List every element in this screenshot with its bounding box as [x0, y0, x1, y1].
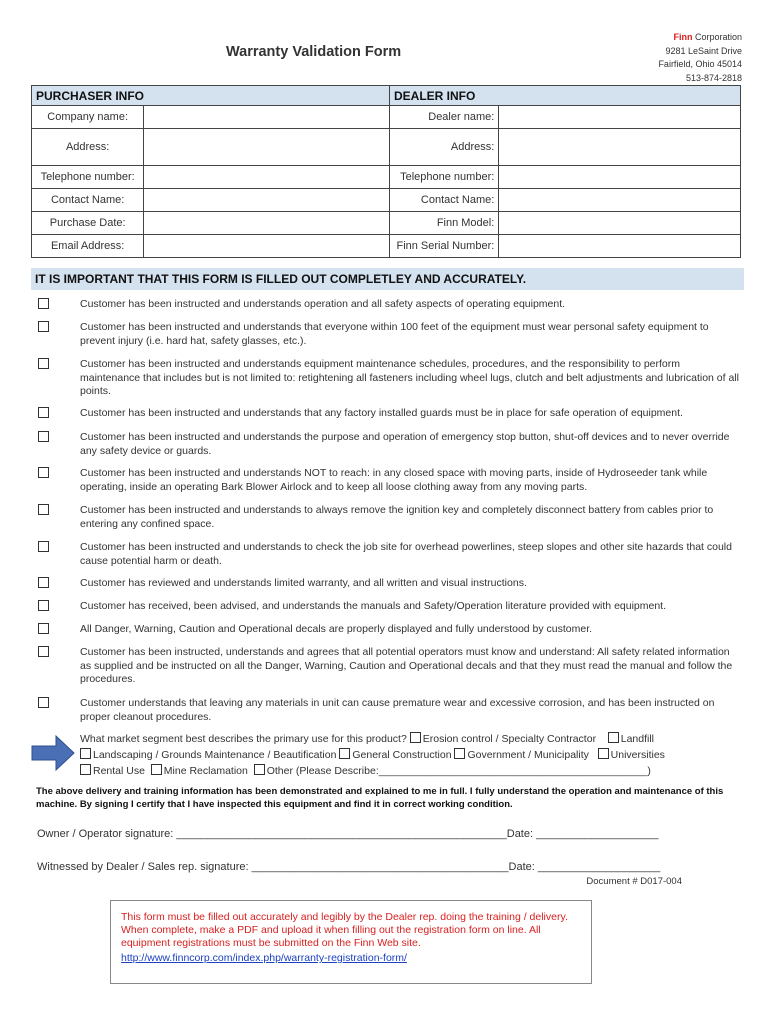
purchaser-contact-label: Contact Name: — [32, 189, 144, 212]
segment-line-2 — [80, 748, 665, 763]
dealer-contact-field[interactable] — [499, 189, 741, 212]
checkbox[interactable] — [38, 623, 49, 634]
checklist-text: Customer has been instructed, understands and agrees that all potential operators must know and understand: All safety related information as supplied and be instructed on all the Danger, Warning, Caution and Operational decals and that they must read the manual and follow the procedures. — [80, 646, 733, 685]
dealer-telephone-field[interactable] — [499, 166, 741, 189]
document-number: Document # D017-004 — [586, 876, 682, 887]
segment-option: Erosion control / Specialty Contractor — [422, 733, 597, 745]
segment-option: General Construction — [352, 749, 452, 761]
checkbox[interactable] — [38, 298, 49, 309]
checkbox[interactable] — [38, 467, 49, 478]
company-address-block — [658, 31, 742, 85]
checkbox[interactable] — [38, 600, 49, 611]
company-phone: 513-874-2818 — [685, 72, 742, 83]
purchaser-address-field[interactable] — [144, 129, 390, 166]
checklist-text: Customer has been instructed and understands NOT to reach: in any closed space with moving parts, inside of Hydroseeder tank while operating, inside an operating Bark Blower Airlock and to keep all loose clothing away from any moving parts. — [80, 467, 708, 493]
dealer-address-field[interactable] — [499, 129, 741, 166]
purchaser-contact-field[interactable] — [144, 189, 390, 212]
segment-option: Landfill — [620, 733, 655, 745]
dealer-name-field[interactable] — [499, 106, 741, 129]
checkbox[interactable] — [598, 748, 609, 759]
info-table — [31, 85, 741, 258]
checkbox[interactable] — [151, 764, 162, 775]
checklist-text: Customer has been instructed and understands to always remove the ignition key and completely disconnect battery from cables prior to entering any confined space. — [80, 504, 714, 530]
purchase-date-field[interactable] — [144, 212, 390, 235]
checkbox[interactable] — [38, 577, 49, 588]
checkbox[interactable] — [38, 504, 49, 515]
checklist-text: Customer has been instructed and understands equipment maintenance schedules, procedures, and the responsibility to perform maintenance that includes but is not limited to: retightening all fasteners including wheel lugs, clutch and belt adjustments and lubrication of all points. — [80, 358, 739, 397]
checkbox[interactable] — [38, 431, 49, 442]
notice-box — [110, 900, 592, 984]
checkbox[interactable] — [38, 407, 49, 418]
checkbox[interactable] — [608, 732, 619, 743]
other-describe-line[interactable]: ______________________________________________) — [378, 765, 651, 777]
checklist-text: Customer has been instructed and understands that any factory installed guards must be in place for safe operation of equipment. — [80, 407, 683, 419]
checkbox[interactable] — [339, 748, 350, 759]
finn-model-field[interactable] — [499, 212, 741, 235]
checklist-text: Customer has been instructed and understands to check the job site for overhead powerlines, steep slopes and other site hazards that could cause potential harm or death. — [80, 541, 732, 567]
company-name-suffix: Corporation — [694, 32, 742, 42]
dealer-name-label: Dealer name: — [390, 106, 499, 129]
segment-line-1 — [80, 732, 654, 747]
segment-option: Government / Municipality — [467, 749, 589, 761]
checkbox[interactable] — [254, 764, 265, 775]
segment-option: Mine Reclamation — [163, 765, 248, 777]
company-name-label: Company name: — [32, 106, 144, 129]
arrow-right-icon — [30, 734, 76, 772]
company-city: Fairfield, Ohio 45014 — [658, 59, 742, 69]
segment-option: Rental Use — [93, 765, 145, 777]
checkbox[interactable] — [38, 321, 49, 332]
checkbox[interactable] — [410, 732, 421, 743]
checklist-text: Customer has been instructed and understands the purpose and operation of emergency stop button, shut-off devices and to never override any safety device or guards. — [80, 431, 730, 457]
segment-option: Other (Please Describe: — [266, 765, 379, 777]
dealer-contact-label: Contact Name: — [390, 189, 499, 212]
segment-question: What market segment best describes the primary use for this product? — [80, 733, 407, 745]
form-title: Warranty Validation Form — [226, 44, 402, 60]
serial-number-label: Finn Serial Number: — [390, 235, 499, 258]
important-banner: IT IS IMPORTANT THAT THIS FORM IS FILLED OUT COMPLETLEY AND ACCURATELY. — [31, 268, 744, 290]
purchaser-header: PURCHASER INFO — [32, 86, 390, 106]
dealer-telephone-label: Telephone number: — [390, 166, 499, 189]
checklist-text: Customer understands that leaving any materials in unit can cause premature wear and excessive corrosion, and has been instructed on proper cleanout procedures. — [80, 697, 715, 723]
checkbox[interactable] — [38, 646, 49, 657]
segment-line-3 — [80, 764, 651, 779]
registration-link[interactable]: http://www.finncorp.com/index.php/warranty-registration-form/ — [121, 952, 407, 964]
company-name-field[interactable] — [144, 106, 390, 129]
checkbox[interactable] — [80, 764, 91, 775]
serial-number-field[interactable] — [499, 235, 741, 258]
checkbox[interactable] — [454, 748, 465, 759]
finn-model-label: Finn Model: — [390, 212, 499, 235]
company-street: 9281 LeSaint Drive — [665, 45, 742, 56]
company-brand: Finn — [673, 32, 693, 42]
purchaser-telephone-label: Telephone number: — [32, 166, 144, 189]
dealer-header: DEALER INFO — [390, 86, 741, 106]
segment-option: Universities — [610, 749, 665, 761]
checklist-text: Customer has reviewed and understands limited warranty, and all written and visual instructions. — [80, 577, 527, 589]
email-field[interactable] — [144, 235, 390, 258]
purchaser-address-label: Address: — [32, 129, 144, 166]
witness-signature-line[interactable]: Witnessed by Dealer / Sales rep. signature: __________________________________________Date: ____________________ — [37, 861, 661, 873]
purchase-date-label: Purchase Date: — [32, 212, 144, 235]
certification-statement: The above delivery and training information has been demonstrated and explained to me in full. I fully understand the operation and maintenance of this machine. By signing I certify that I have inspected this equipment and find it in correct working condition. — [36, 786, 724, 810]
dealer-address-label: Address: — [390, 129, 499, 166]
checklist-text: Customer has received, been advised, and understands the manuals and Safety/Operation literature provided with equipment. — [80, 600, 667, 612]
notice-text: This form must be filled out accurately and legibly by the Dealer rep. doing the training / delivery. When complete, make a PDF and upload it when filling out the registration form on line. All equipment registrations must be submitted on the Finn Web site. — [121, 911, 568, 949]
checklist-text: All Danger, Warning, Caution and Operational decals are properly displayed and fully understood by customer. — [80, 623, 593, 635]
owner-signature-line[interactable]: Owner / Operator signature: ______________________________________________________Date: ____________________ — [37, 828, 659, 840]
checkbox[interactable] — [38, 541, 49, 552]
purchaser-telephone-field[interactable] — [144, 166, 390, 189]
email-label: Email Address: — [32, 235, 144, 258]
checklist-text: Customer has been instructed and understands that everyone within 100 feet of the equipment must wear personal safety equipment to prevent injury (i.e. hard hat, safety glasses, etc.). — [80, 321, 709, 347]
segment-option: Landscaping / Grounds Maintenance / Beautification — [93, 749, 337, 761]
checklist-text: Customer has been instructed and understands operation and all safety aspects of operating equipment. — [80, 298, 566, 310]
checkbox[interactable] — [38, 697, 49, 708]
checkbox[interactable] — [38, 358, 49, 369]
checkbox[interactable] — [80, 748, 91, 759]
